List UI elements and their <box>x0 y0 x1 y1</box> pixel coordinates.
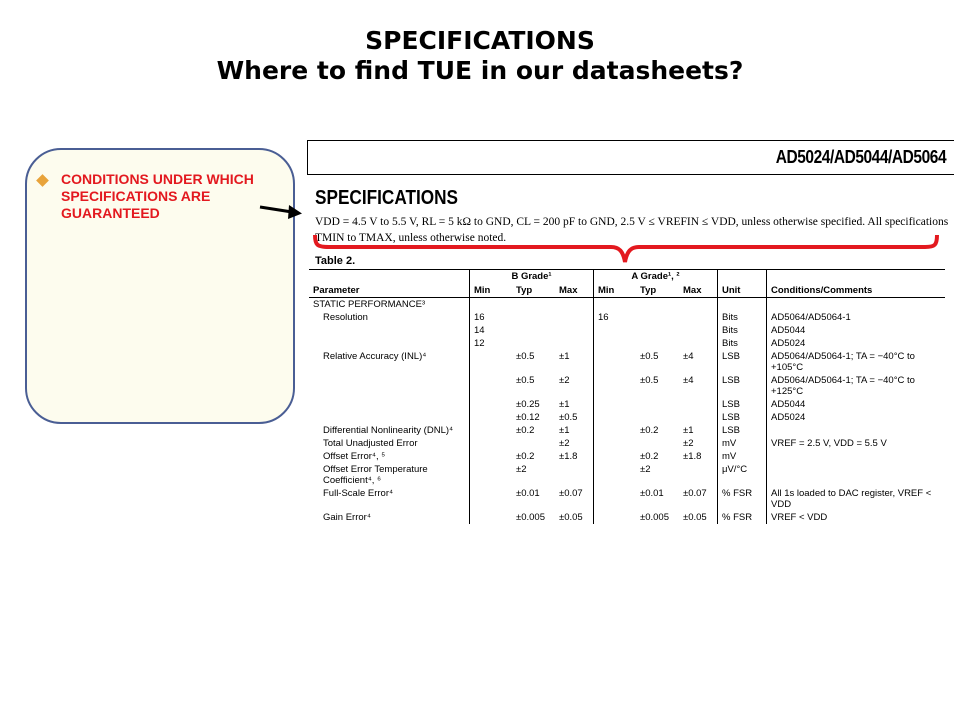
table-cell <box>594 437 637 450</box>
table-cell: ±1 <box>559 425 570 436</box>
table-cell: 16 <box>594 311 637 324</box>
column-header: Unit <box>718 284 767 298</box>
table-cell <box>636 298 679 312</box>
table-cell: ±0.07 <box>559 488 583 499</box>
table-cell: 16 <box>470 311 513 324</box>
table-cell <box>555 463 594 487</box>
table-cell <box>594 374 637 398</box>
table-cell <box>767 463 946 487</box>
table-cell: ±1 <box>559 351 570 362</box>
table-cell: ±0.2 <box>640 451 659 462</box>
table-cell: mV <box>718 437 767 450</box>
table-cell: ±0.07 <box>683 488 707 499</box>
callout-text: CONDITIONS UNDER WHICH SPECIFICATIONS ARE GUARANTEED <box>61 171 254 221</box>
table-cell <box>309 324 470 337</box>
table-cell <box>470 398 513 411</box>
conditions-text: VDD = 4.5 V to 5.5 V, RL = 5 kΩ to GND, CL = 200 pF to GND, 2.5 V ≤ VREFIN ≤ VDD, unless otherwise specified. All specifications TMIN to TMAX, unless otherwise noted. <box>315 216 949 244</box>
table-cell: VREF = 2.5 V, VDD = 5.5 V <box>767 437 946 450</box>
table-cell <box>470 424 513 437</box>
table-row <box>309 450 945 463</box>
table-cell: μV/°C <box>718 463 767 487</box>
table-cell <box>594 411 637 424</box>
table-cell <box>636 324 679 337</box>
table-cell <box>512 298 555 312</box>
table-group-header-row <box>309 270 945 285</box>
table-cell: AD5064/AD5064-1 <box>767 311 946 324</box>
table-cell: ±0.01 <box>640 488 664 499</box>
table-row <box>309 437 945 450</box>
table-cell <box>470 450 513 463</box>
datasheet-heading: SPECIFICATIONS <box>315 187 459 209</box>
column-header: Max <box>679 284 718 298</box>
table-row <box>309 411 945 424</box>
table-cell: ±2 <box>683 438 694 449</box>
table-cell: Bits <box>718 337 767 350</box>
table-cell <box>555 337 594 350</box>
table-cell <box>470 487 513 511</box>
table-cell: ±0.005 <box>516 512 545 523</box>
column-header: Parameter <box>309 284 470 298</box>
table-cell <box>555 311 594 324</box>
table-cell: AD5024 <box>767 337 946 350</box>
table-cell: Bits <box>718 324 767 337</box>
table-cell: AD5064/AD5064-1; TA = −40°C to +125°C <box>767 374 946 398</box>
table-cell: Offset Error Temperature Coefficient⁴, ⁶ <box>323 464 428 486</box>
table-cell <box>679 311 718 324</box>
slide-subtitle: Where to find TUE in our datasheets? <box>216 56 744 85</box>
table-cell: All 1s loaded to DAC register, VREF < VDD <box>767 487 946 511</box>
table-cell <box>679 324 718 337</box>
table-cell <box>594 450 637 463</box>
table-cell <box>594 463 637 487</box>
table-cell <box>636 337 679 350</box>
table-row <box>309 374 945 398</box>
table-cell: AD5024 <box>767 411 946 424</box>
table-cell: ±0.05 <box>683 512 707 523</box>
table-cell <box>512 337 555 350</box>
table-cell <box>594 298 637 312</box>
table-cell <box>594 350 637 374</box>
table-cell <box>555 298 594 312</box>
table-cell: ±0.5 <box>516 351 535 362</box>
table-cell: ±4 <box>683 351 694 362</box>
table-cell <box>470 511 513 524</box>
table-cell <box>594 337 637 350</box>
column-header: Conditions/Comments <box>767 284 946 298</box>
table-cell: ±0.05 <box>559 512 583 523</box>
table-cell <box>679 398 718 411</box>
table-cell <box>470 298 513 312</box>
table-cell <box>309 411 470 424</box>
table-cell <box>767 450 946 463</box>
table-cell: ±0.01 <box>516 488 540 499</box>
table-cell: LSB <box>718 411 767 424</box>
table-row <box>309 463 945 487</box>
table-cell: ±0.2 <box>640 425 659 436</box>
table-cell <box>594 398 637 411</box>
table-cell <box>636 398 679 411</box>
table-cell <box>679 463 718 487</box>
datasheet-header-bar <box>307 140 954 175</box>
table-cell <box>470 350 513 374</box>
table-cell: ±2 <box>516 464 527 475</box>
table-cell <box>512 311 555 324</box>
table-cell: AD5064/AD5064-1; TA = −40°C to +105°C <box>767 350 946 374</box>
table-cell: ±0.2 <box>516 451 535 462</box>
table-row <box>309 337 945 350</box>
table-cell <box>636 437 679 450</box>
table-cell: LSB <box>718 350 767 374</box>
table-cell <box>679 411 718 424</box>
table-row <box>309 324 945 337</box>
table-cell: ±0.12 <box>516 412 540 423</box>
table-cell: ±2 <box>559 375 570 386</box>
table-cell: ±1 <box>683 425 694 436</box>
table-cell: LSB <box>718 374 767 398</box>
table-cell <box>512 437 555 450</box>
table-row <box>309 487 945 511</box>
table-row <box>309 298 945 312</box>
table-cell: ±2 <box>640 464 651 475</box>
table-cell <box>309 398 470 411</box>
column-header: Min <box>470 284 513 298</box>
table-cell: ±0.2 <box>516 425 535 436</box>
column-header: Min <box>594 284 637 298</box>
table-cell: ±2 <box>559 438 570 449</box>
table-cell: ±0.5 <box>516 375 535 386</box>
table-cell: ±0.5 <box>559 412 578 423</box>
table-cell <box>767 298 946 312</box>
table-cell <box>636 311 679 324</box>
table-cell: % FSR <box>718 487 767 511</box>
table-row <box>309 511 945 524</box>
table-cell: ±4 <box>683 375 694 386</box>
table-row <box>309 398 945 411</box>
table-cell <box>470 463 513 487</box>
table-cell: ±1 <box>559 399 570 410</box>
table-cell: Bits <box>718 311 767 324</box>
table-cell: ±1.8 <box>559 451 578 462</box>
table-cell <box>309 374 470 398</box>
table-row <box>309 311 945 324</box>
table-cell <box>636 411 679 424</box>
table-cell: LSB <box>718 398 767 411</box>
table-cell: ±0.5 <box>640 375 659 386</box>
table-cell: ±0.005 <box>640 512 669 523</box>
datasheet-excerpt <box>307 140 955 540</box>
table-cell <box>594 324 637 337</box>
table-title: Table 2. <box>315 255 356 267</box>
table-cell: STATIC PERFORMANCE³ <box>313 299 426 310</box>
table-cell <box>470 437 513 450</box>
table-cell: Resolution <box>323 312 368 323</box>
group-header-b-grade: B Grade¹ <box>470 270 594 285</box>
table-row <box>309 424 945 437</box>
column-header: Max <box>555 284 594 298</box>
spec-table <box>309 269 945 524</box>
table-cell: Offset Error⁴, ⁵ <box>323 451 386 462</box>
slide-title: SPECIFICATIONS <box>365 26 595 55</box>
arrow-icon <box>258 198 304 222</box>
table-cell <box>309 337 470 350</box>
table-cell: 14 <box>470 324 513 337</box>
table-cell: 12 <box>470 337 513 350</box>
table-cell <box>594 487 637 511</box>
table-cell: AD5044 <box>767 398 946 411</box>
table-cell: ±1.8 <box>683 451 702 462</box>
table-cell <box>512 324 555 337</box>
group-header-a-grade: A Grade¹, ² <box>594 270 718 285</box>
table-cell <box>594 511 637 524</box>
table-cell: LSB <box>718 424 767 437</box>
table-cell: AD5044 <box>767 324 946 337</box>
table-cell: Total Unadjusted Error <box>323 438 418 449</box>
table-row <box>309 350 945 374</box>
table-cell <box>679 337 718 350</box>
table-cell: ±0.25 <box>516 399 540 410</box>
table-cell: % FSR <box>718 511 767 524</box>
table-cell <box>470 411 513 424</box>
table-cell <box>767 424 946 437</box>
table-cell: VREF < VDD <box>767 511 946 524</box>
table-cell: Differential Nonlinearity (DNL)⁴ <box>323 425 454 436</box>
table-cell: mV <box>718 450 767 463</box>
table-cell <box>718 298 767 312</box>
table-cell: Relative Accuracy (INL)⁴ <box>323 351 427 362</box>
table-header-row <box>309 284 945 298</box>
part-number: AD5024/AD5044/AD5064 <box>775 147 946 167</box>
table-cell <box>470 374 513 398</box>
table-cell: ±0.5 <box>640 351 659 362</box>
table-cell <box>555 324 594 337</box>
table-cell: Full-Scale Error⁴ <box>323 488 394 499</box>
table-cell: Gain Error⁴ <box>323 512 371 523</box>
column-header: Typ <box>512 284 555 298</box>
column-header: Typ <box>636 284 679 298</box>
table-cell <box>679 298 718 312</box>
red-brace-icon <box>307 235 947 265</box>
table-cell <box>594 424 637 437</box>
